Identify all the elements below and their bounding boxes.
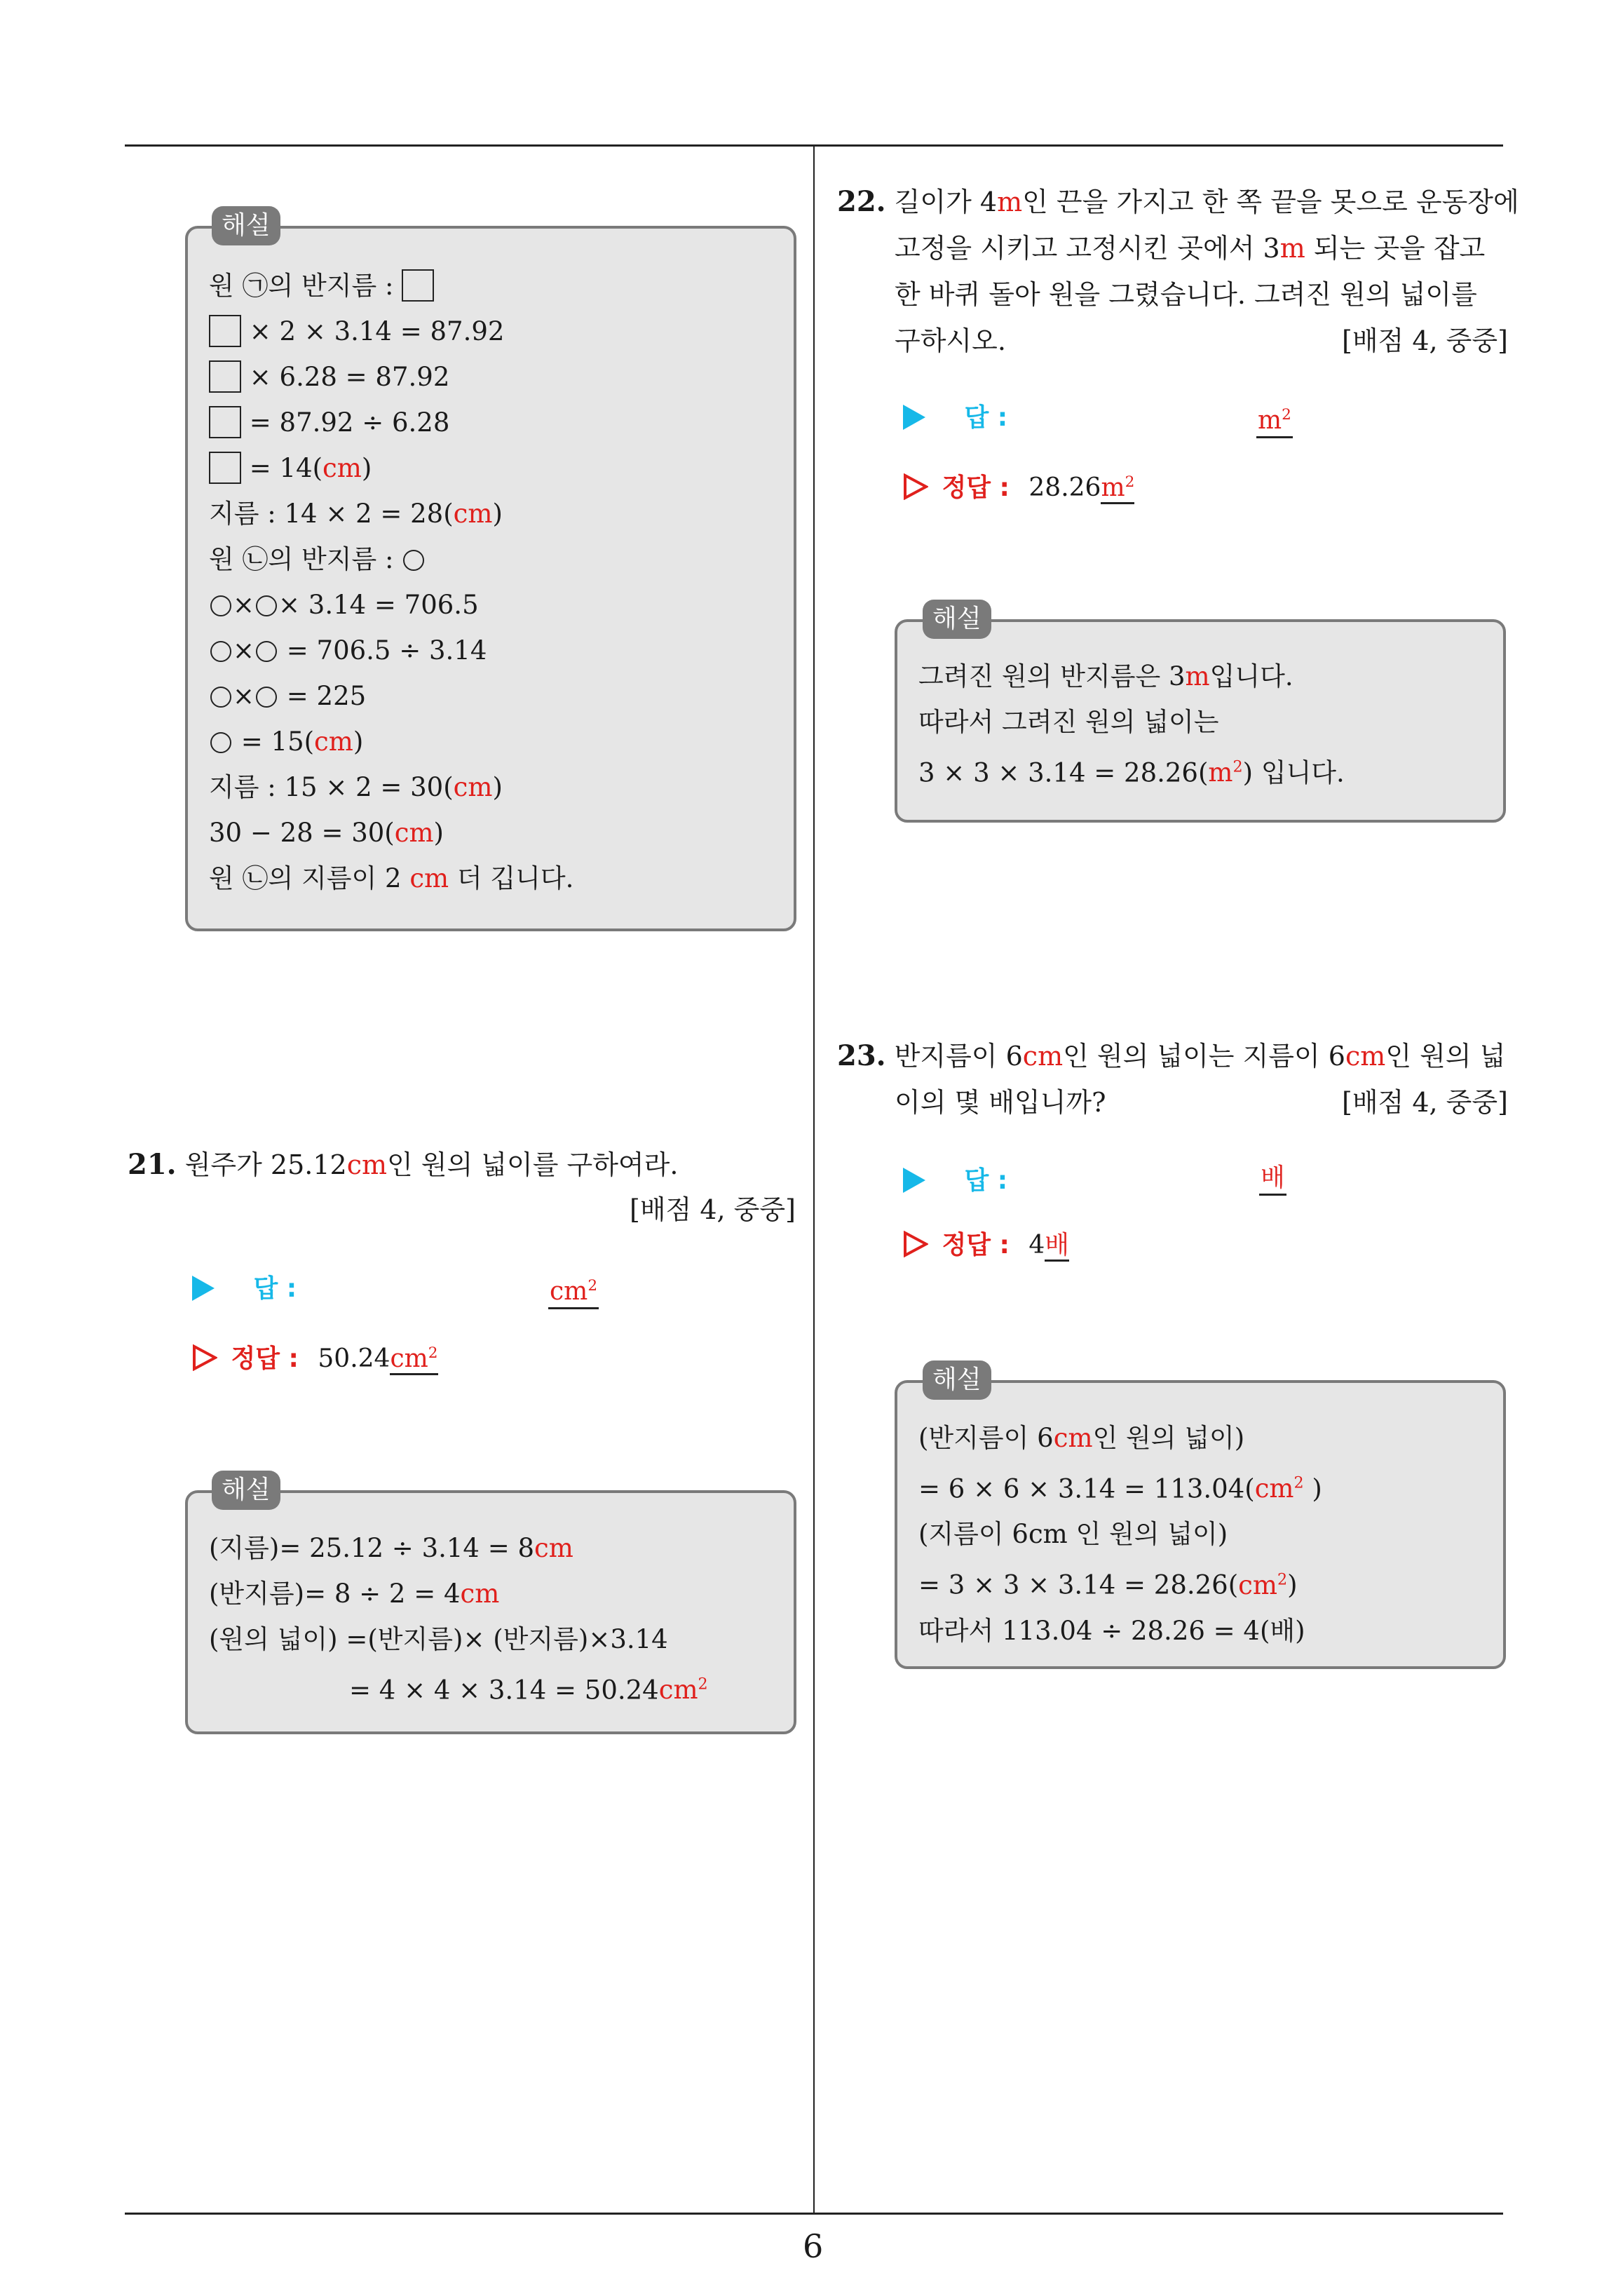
outline-triangle-icon [903,473,928,500]
explanation-body-23 [918,1415,1322,1654]
explanation-tag: 해설 [923,600,991,639]
question-number: 22. [837,185,886,218]
line: 더 깁니다. [456,863,574,893]
line: 입니다. [1209,661,1293,691]
unit: cm [453,499,493,529]
line: ) [1287,1569,1298,1600]
blank-circle [210,687,231,708]
paren: ) [492,772,503,802]
unit-text: cm [658,1675,698,1706]
answer-blank-23[interactable] [1259,1163,1286,1196]
blank-box [209,406,241,438]
points-label: [배점 4, 중중] [1342,325,1508,356]
explanation-body-21 [209,1525,708,1713]
correct-label: 정답 : [942,1231,1010,1260]
correct-unit [390,1344,437,1375]
correct-unit [1101,473,1134,504]
correct-value: 4 [1028,1231,1045,1260]
unit: cm [314,727,353,757]
unit: cm [394,818,434,848]
answer-row-23 [903,1160,1007,1202]
answer-blank-21[interactable] [548,1271,599,1309]
question-text: 인 원의 넓이는 지름이 6 [1063,1041,1345,1072]
question-text: 되는 곳을 잡고 [1313,233,1486,264]
line: = 3 × 3 × 3.14 = 28.26( [918,1569,1239,1600]
line: = 225 [286,681,367,711]
line: = 706.5 ÷ 3.14 [286,635,487,666]
unit: m [1101,473,1125,502]
play-triangle-icon [903,405,925,430]
line: ) [1312,1473,1322,1504]
blank-circle [256,641,277,662]
unit: cm [534,1533,573,1563]
correct-row-21 [192,1332,438,1380]
paren: ) [492,499,503,529]
unit: m [997,187,1023,217]
unit: m [1185,661,1210,691]
blank-box [209,315,241,347]
line: = 6 × 6 × 3.14 = 113.04( [918,1473,1255,1504]
answer-label: 답 : [253,1274,297,1303]
line: 원 ㉡의 반지름 : [209,544,394,574]
paren: ) [433,818,444,848]
unit: cm [1345,1041,1386,1072]
line: × 6.28 = 87.92 [249,362,450,392]
answer-label: 답 : [964,1166,1008,1195]
unit: cm [550,1277,588,1306]
blank-circle [256,687,277,708]
exponent: 2 [698,1675,708,1694]
correct-label: 정답 : [231,1344,299,1373]
unit-text: cm [1238,1569,1277,1600]
exponent: 2 [588,1277,598,1295]
exponent: 2 [428,1344,438,1362]
correct-value: 50.24 [318,1344,391,1373]
question-text: 이의 몇 배입니까? [895,1087,1106,1118]
line: (지름이 6cm 인 원의 넓이) [918,1519,1228,1550]
question-22 [837,179,1519,364]
explanation-tag: 해설 [923,1360,991,1400]
question-text: 구하시오. [895,325,1006,356]
explanation-tag: 해설 [212,206,280,245]
line: = 87.92 ÷ 6.28 [249,407,450,438]
question-text: 길이가 4 [894,187,998,217]
unit [1255,1473,1304,1504]
outline-triangle-icon [192,1344,217,1371]
explanation-tag: 해설 [212,1471,280,1510]
unit-text: cm [1254,1473,1294,1504]
line: 그려진 원의 반지름은 3 [918,661,1186,691]
line: (반지름)= 8 ÷ 2 = 4 [209,1579,461,1609]
line: 3 × 3 × 3.14 = 28.26( [918,757,1209,788]
line: × 2 × 3.14 = 87.92 [249,316,505,346]
line: 따라서 113.04 ÷ 28.26 = 4(배) [918,1615,1305,1646]
answer-label: 답 : [964,403,1008,432]
question-text: 한 바퀴 돌아 원을 그렸습니다. 그려진 원의 넓이를 [895,279,1477,310]
unit: cm [460,1579,500,1609]
line: (지름)= 25.12 ÷ 3.14 = 8 [209,1533,535,1563]
question-text: 반지름이 6 [894,1041,1023,1072]
unit: cm [322,453,362,483]
play-triangle-icon [192,1276,215,1301]
correct-row-22 [903,461,1134,509]
blank-circle [403,550,424,571]
blank-circle [210,595,231,616]
exponent: 2 [1282,406,1291,424]
exponent: 2 [1125,473,1135,491]
unit: cm [1053,1423,1093,1453]
correct-unit: 배 [1045,1231,1069,1262]
line: × [233,635,255,666]
question-text: 원주가 25.12 [184,1149,347,1180]
line: 인 원의 넓이) [1092,1423,1245,1453]
line: (반지름이 6 [918,1423,1054,1453]
exponent: 2 [1293,1474,1304,1492]
bottom-rule [125,2213,1503,2215]
page-number: 6 [803,2227,824,2265]
explanation-body-22 [918,654,1345,795]
unit: 배 [1261,1163,1285,1192]
answer-row-22 [903,397,1007,439]
unit [659,1675,708,1705]
answer-row-21 [192,1268,297,1310]
unit: cm [453,772,493,802]
correct-row-23 [903,1224,1069,1267]
points-label: [배점 4, 중중] [630,1194,796,1225]
outline-triangle-icon [903,1231,928,1257]
line: 지름 : 15 × 2 = 30( [209,772,454,802]
paren: ) [353,727,364,757]
answer-blank-22[interactable] [1256,400,1293,438]
paren: ) [361,453,372,483]
line: = 15( [240,727,315,757]
exponent: 2 [1277,1570,1288,1589]
unit: cm [409,863,449,893]
unit-text: m [1208,757,1233,788]
question-text: 인 원의 넓이를 구하여라. [387,1149,679,1180]
exponent: 2 [1232,758,1243,776]
line: = 4 × 4 × 3.14 = 50.24 [349,1675,659,1706]
points-label: [배점 4, 중중] [1342,1087,1508,1118]
question-text: 인 끈을 가지고 한 쪽 끝을 못으로 운동장에 [1022,187,1519,217]
blank-circle [210,732,231,753]
correct-value: 28.26 [1028,473,1101,502]
explanation-body-20 [209,263,573,901]
unit: cm [390,1344,428,1373]
line: ) 입니다. [1242,757,1345,788]
blank-circle [256,595,277,616]
unit: m [1258,406,1282,435]
line: × [233,590,255,620]
column-divider [813,144,815,2213]
unit [1208,757,1242,788]
unit [1238,1570,1287,1600]
line: 원 ㉠의 반지름 : [209,271,394,301]
line: (원의 넓이) =(반지름)× (반지름)×3.14 [209,1624,668,1654]
question-number: 23. [837,1039,886,1072]
unit: m [1279,233,1305,264]
unit: cm [346,1149,388,1180]
line: 따라서 그려진 원의 넓이는 [918,707,1219,737]
line: = 14( [249,453,323,483]
line: × 3.14 = 706.5 [278,590,479,620]
blank-circle [210,641,231,662]
play-triangle-icon [903,1168,925,1193]
correct-label: 정답 : [942,473,1010,502]
question-number: 21. [128,1148,177,1181]
question-21 [128,1142,678,1188]
line: 원 ㉡의 지름이 2 [209,863,402,893]
blank-box [402,269,434,302]
question-text: 인 원의 넓 [1385,1041,1506,1072]
line: 지름 : 14 × 2 = 28( [209,499,454,529]
line: × [233,681,255,711]
question-23 [837,1033,1510,1126]
unit: cm [1022,1041,1064,1072]
line: 30 − 28 = 30( [209,818,395,848]
blank-box [209,360,241,393]
blank-box [209,452,241,484]
question-text: 고정을 시키고 고정시킨 곳에서 3 [895,233,1280,264]
